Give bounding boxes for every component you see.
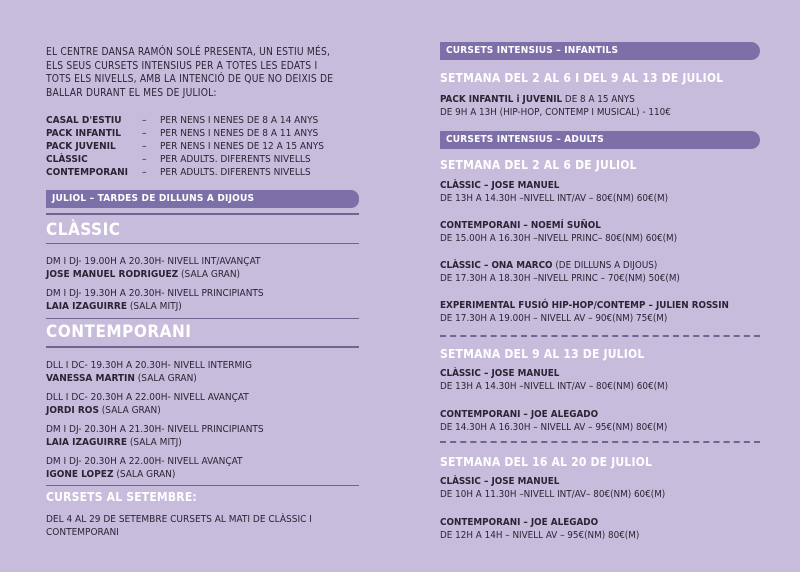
course-schedule: DE 17.30H A 18.30H –NIVELL PRINC – 70€(NM) 50€(M) xyxy=(440,273,680,284)
dashed-divider xyxy=(440,335,760,337)
class-entry xyxy=(46,423,264,449)
program-desc: PER ADULTS. DIFERENTS NIVELLS xyxy=(160,154,311,165)
class-room: (SALA MITJ) xyxy=(127,437,182,448)
course-entry xyxy=(440,179,668,205)
class-entry xyxy=(46,455,243,481)
setembre-title: CURSETS AL SETEMBRE: xyxy=(46,490,197,504)
class-schedule: DLL I DC- 20.30H A 22.00H- NIVELL AVANÇAT xyxy=(46,392,249,403)
program-dash: – xyxy=(142,167,147,178)
course-schedule: DE 15.00H A 16.30H –NIVELL PRINC– 80€(NM) 60€(M) xyxy=(440,233,678,244)
class-room: (SALA GRAN) xyxy=(134,373,197,384)
course-entry xyxy=(440,367,668,393)
course-entry xyxy=(440,299,729,325)
class-teacher: VANESSA MARTIN xyxy=(46,373,135,384)
program-name: CASAL D'ESTIU xyxy=(46,115,122,126)
course-schedule: DE 13H A 14.30H –NIVELL INT/AV – 80€(NM) 60€(M) xyxy=(440,193,669,204)
program-name: CLÀSSIC xyxy=(46,154,88,165)
setembre-text xyxy=(46,513,312,539)
class-schedule: DM I DJ- 19.30H A 20.30H- NIVELL PRINCIPIANTS xyxy=(46,288,264,299)
program-row xyxy=(46,153,324,166)
course-schedule: DE 14.30H A 16.30H – NIVELL AV – 95€(NM) 80€(M) xyxy=(440,422,668,433)
setembre-line: CONTEMPORANI xyxy=(46,527,119,538)
week-title: SETMANA DEL 9 AL 13 DE JULIOL xyxy=(440,347,645,361)
adults-section-bar: CURSETS INTENSIUS – ADULTS xyxy=(440,131,760,149)
program-name: PACK INFANTIL xyxy=(46,128,121,139)
program-list xyxy=(46,114,324,179)
course-title: CLÀSSIC – JOSE MANUEL xyxy=(440,368,560,379)
class-entry xyxy=(46,287,264,313)
course-title: EXPERIMENTAL FUSIÓ HIP-HOP/CONTEMP – JULIEN ROSSIN xyxy=(440,300,729,311)
course-title: CONTEMPORANI – JOE ALEGADO xyxy=(440,517,599,528)
class-schedule: DM I DJ- 19.00H A 20.30H- NIVELL INT/AVANÇAT xyxy=(46,256,261,267)
program-dash: – xyxy=(142,141,147,152)
pack-schedule: DE 9H A 13H (HIP-HOP, CONTEMP I MUSICAL) - 110€ xyxy=(440,107,671,118)
program-name: CONTEMPORANI xyxy=(46,167,129,178)
program-row xyxy=(46,140,324,153)
course-schedule: DE 13H A 14.30H –NIVELL INT/AV – 80€(NM) 60€(M) xyxy=(440,381,669,392)
course-entry xyxy=(440,259,680,285)
intro-line: EL CENTRE DANSA RAMÓN SOLÉ PRESENTA, UN ESTIU MÉS, xyxy=(46,47,331,58)
dashed-divider xyxy=(440,441,760,443)
class-teacher: IGONE LOPEZ xyxy=(46,469,114,480)
class-entry xyxy=(46,391,249,417)
class-schedule: DM I DJ- 20.30H A 22.00H- NIVELL AVANÇAT xyxy=(46,456,243,467)
infantils-week-title: SETMANA DEL 2 AL 6 I DEL 9 AL 13 DE JULIOL xyxy=(440,71,724,85)
class-room: (SALA GRAN) xyxy=(113,469,176,480)
course-title: CONTEMPORANI – JOE ALEGADO xyxy=(440,409,599,420)
intro-line: TOTS ELS NIVELLS, AMB LA INTENCIÓ DE QUE NO DEIXIS DE xyxy=(46,74,334,86)
course-note: (DE DILLUNS A DIJOUS) xyxy=(552,260,658,271)
class-room: (SALA MITJ) xyxy=(127,301,182,312)
divider xyxy=(46,346,359,348)
pack-course xyxy=(440,93,671,119)
course-schedule: DE 12H A 14H – NIVELL AV – 95€(NM) 80€(M) xyxy=(440,530,640,541)
class-room: (SALA GRAN) xyxy=(98,405,161,416)
divider xyxy=(46,243,359,244)
divider xyxy=(46,485,359,486)
intro-line: ELS SEUS CURSETS INTENSIUS PER A TOTES LES EDATS I xyxy=(46,60,318,72)
class-teacher: LAIA IZAGUIRRE xyxy=(46,437,128,448)
divider xyxy=(46,318,359,319)
class-teacher: LAIA IZAGUIRRE xyxy=(46,301,128,312)
course-title: CONTEMPORANI – NOEMÍ SUÑOL xyxy=(440,220,601,231)
program-dash: – xyxy=(142,115,147,126)
juliol-section-bar: JULIOL – TARDES DE DILLUNS A DIJOUS xyxy=(46,190,359,208)
program-row xyxy=(46,166,324,179)
setembre-line: DEL 4 AL 29 DE SETEMBRE CURSETS AL MATI DE CLÀSSIC I xyxy=(46,514,312,525)
course-entry xyxy=(440,475,665,501)
class-teacher: JORDI ROS xyxy=(46,405,99,416)
course-entry xyxy=(440,219,677,245)
divider xyxy=(46,213,359,215)
course-title: CLÀSSIC – JOSE MANUEL xyxy=(440,476,560,487)
class-room: (SALA GRAN) xyxy=(178,269,241,280)
course-entry xyxy=(440,516,639,542)
class-teacher: JOSE MANUEL RODRIGUEZ xyxy=(46,269,179,280)
program-desc: PER NENS I NENES DE 8 A 11 ANYS xyxy=(160,128,319,139)
class-schedule: DLL I DC- 19.30H A 20.30H- NIVELL INTERMIG xyxy=(46,360,252,371)
infantils-section-bar: CURSETS INTENSIUS – INFANTILS xyxy=(440,42,760,60)
classic-title: CLÀSSIC xyxy=(46,220,121,240)
course-schedule: DE 10H A 11.30H –NIVELL INT/AV– 80€(NM) 60€(M) xyxy=(440,489,666,500)
course-title: CLÀSSIC – JOSE MANUEL xyxy=(440,180,560,191)
pack-title: PACK INFANTIL i JUVENIL xyxy=(440,94,563,105)
program-row xyxy=(46,127,324,140)
program-desc: PER NENS I NENES DE 8 A 14 ANYS xyxy=(160,115,319,126)
intro-line: BALLAR DURANT EL MES DE JULIOL: xyxy=(46,87,217,99)
course-schedule: DE 17.30H A 19.00H – NIVELL AV – 90€(NM) 75€(M) xyxy=(440,313,668,324)
course-entry xyxy=(440,408,667,434)
program-desc: PER NENS I NENES DE 12 A 15 ANYS xyxy=(160,141,324,152)
pack-ages: DE 8 A 15 ANYS xyxy=(562,94,635,105)
week-title: SETMANA DEL 2 AL 6 DE JULIOL xyxy=(440,158,637,172)
course-title: CLÀSSIC – ONA MARCO xyxy=(440,260,553,271)
program-dash: – xyxy=(142,128,147,139)
program-desc: PER ADULTS. DIFERENTS NIVELLS xyxy=(160,167,311,178)
class-entry xyxy=(46,255,260,281)
class-entry xyxy=(46,359,252,385)
contemporani-title: CONTEMPORANI xyxy=(46,322,192,342)
week-title: SETMANA DEL 16 AL 20 DE JULIOL xyxy=(440,455,653,469)
program-dash: – xyxy=(142,154,147,165)
program-row xyxy=(46,114,324,127)
program-name: PACK JUVENIL xyxy=(46,141,116,152)
class-schedule: DM I DJ- 20.30H A 21.30H- NIVELL PRINCIPIANTS xyxy=(46,424,264,435)
intro-text xyxy=(46,46,361,100)
